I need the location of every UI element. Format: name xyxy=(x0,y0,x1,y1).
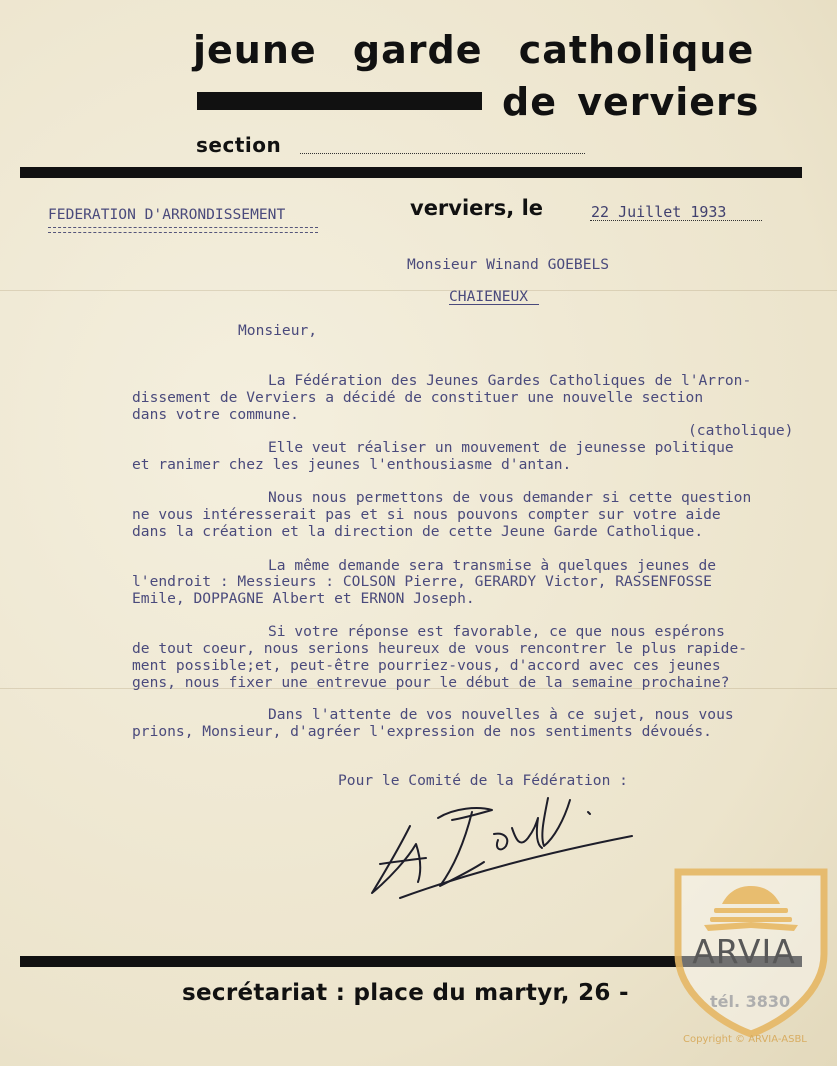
recipient-name: Monsieur Winand GOEBELS xyxy=(407,256,610,273)
body-insertion: (catholique) xyxy=(688,422,794,439)
header-rule xyxy=(20,167,802,178)
closing-line: Pour le Comité de la Fédération : xyxy=(338,772,628,789)
section-dotted-line xyxy=(300,153,585,154)
body-line: Si votre réponse est favorable, ce que nous espérons xyxy=(268,623,725,640)
body-line: et ranimer chez les jeunes l'enthousiasme d'antan. xyxy=(132,456,572,473)
recipient-city-underline xyxy=(449,304,539,305)
letter-date: 22 Juillet 1933 xyxy=(591,203,727,221)
footer-address: secrétariat : place du martyr, 26 - xyxy=(182,980,629,1006)
body-line: gens, nous fixer une entrevue pour le début de la semaine prochaine? xyxy=(132,674,730,691)
body-line: Emile, DOPPAGNE Albert et ERNON Joseph. xyxy=(132,590,475,607)
section-label: section xyxy=(196,133,282,157)
body-line: ment possible;et, peut-être pourriez-vous, d'accord avec ces jeunes xyxy=(132,657,721,674)
body-line: de tout coeur, nous serions heureux de vous rencontrer le plus rapide- xyxy=(132,640,748,657)
letterhead-title-line2: de verviers xyxy=(502,80,760,124)
body-line: Elle veut réaliser un mouvement de jeunesse politique xyxy=(268,439,734,456)
body-line: Dans l'attente de vos nouvelles à ce sujet, nous vous xyxy=(268,706,734,723)
date-dotted-line xyxy=(590,220,762,221)
copyright-notice: Copyright © ARVIA-ASBL xyxy=(683,1034,807,1045)
federation-heading: FEDERATION D'ARRONDISSEMENT xyxy=(48,206,286,223)
federation-underline xyxy=(48,227,318,233)
body-line: ne vous intéresserait pas et si nous pouvons compter sur votre aide xyxy=(132,506,721,523)
body-line: Nous nous permettons de vous demander si cette question xyxy=(268,489,752,506)
body-line: La même demande sera transmise à quelques jeunes de xyxy=(268,557,717,574)
body-line: dissement de Verviers a décidé de constituer une nouvelle section xyxy=(132,389,704,406)
body-line: La Fédération des Jeunes Gardes Catholiques de l'Arron- xyxy=(268,372,752,389)
place-label: verviers, le xyxy=(410,196,544,220)
body-line: l'endroit : Messieurs : COLSON Pierre, GERARDY Victor, RASSENFOSSE xyxy=(132,573,712,590)
arvia-watermark-label: ARVIA xyxy=(692,932,796,971)
body-line: dans votre commune. xyxy=(132,406,299,423)
salutation: Monsieur, xyxy=(238,322,318,339)
handwritten-signature xyxy=(360,778,640,903)
recipient-city: CHAIENEUX xyxy=(449,288,529,305)
body-line: prions, Monsieur, d'agréer l'expression de nos sentiments dévoués. xyxy=(132,723,712,740)
body-line: dans la création et la direction de cette Jeune Garde Catholique. xyxy=(132,523,704,540)
paper-fold xyxy=(0,290,837,291)
letterhead-bar xyxy=(197,92,482,110)
letterhead-title-line1: jeune garde catholique xyxy=(193,28,755,72)
